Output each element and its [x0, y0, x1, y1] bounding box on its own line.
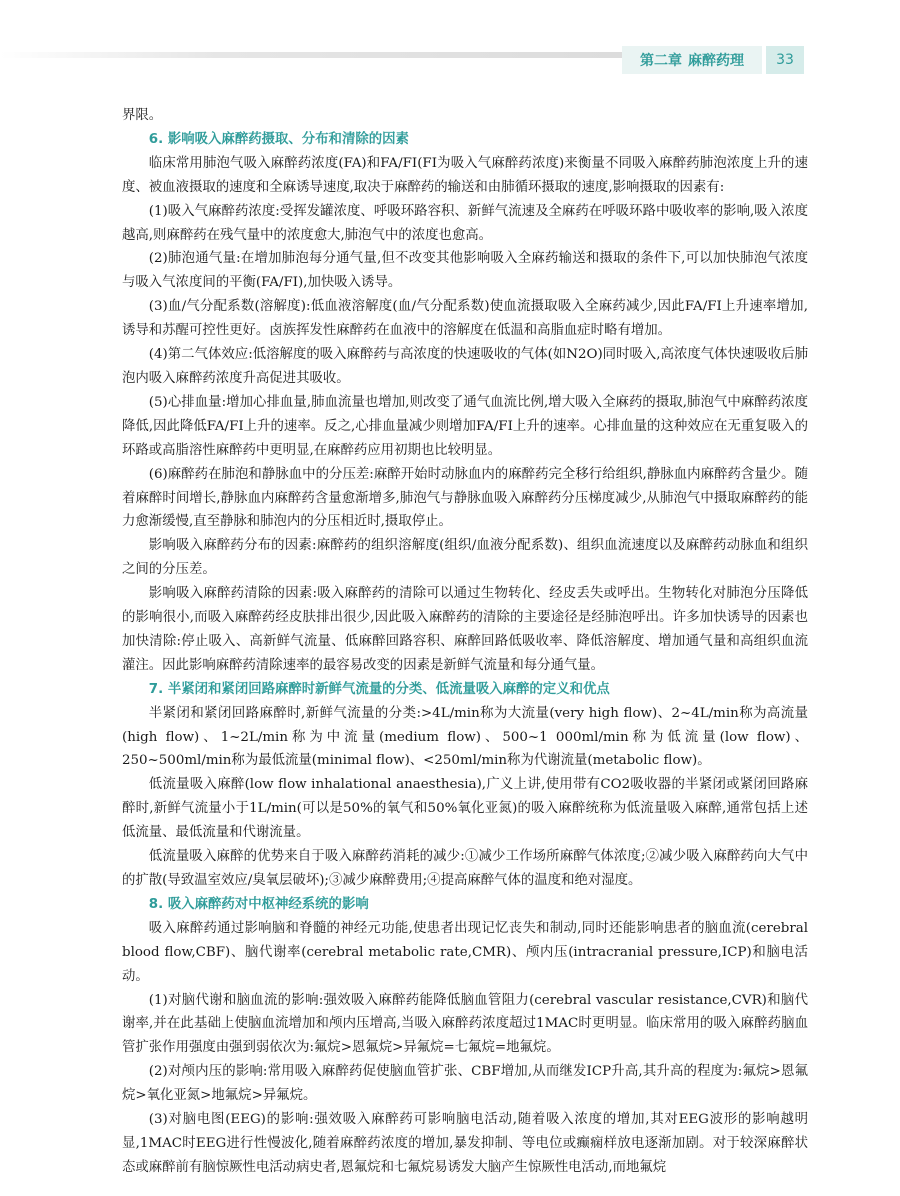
- paragraph: 低流量吸入麻醉(low flow inhalational anaesthesia),广义上讲,使用带有CO2吸收器的半紧闭或紧闭回路麻醉时,新鲜气流量小于1L/min(可以是50%的氧气和50%氧化亚氮)的吸入麻醉统称为低流量吸入麻醉,通常包括上述低流量、最低流量和代谢流量。: [122, 777, 808, 841]
- page-number: 33: [766, 46, 804, 74]
- section-heading: 6. 影响吸入麻醉药摄取、分布和清除的因素: [148, 131, 409, 147]
- paragraph: (2)对颅内压的影响:常用吸入麻醉药促使脑血管扩张、CBF增加,从而继发ICP升高,其升高的程度为:氟烷>恩氟烷>氧化亚氮>地氟烷>异氟烷。: [122, 1064, 808, 1104]
- paragraph: 影响吸入麻醉药分布的因素:麻醉药的组织溶解度(组织/血液分配系数)、组织血流速度以及麻醉药动脉血和组织之间的分压差。: [122, 538, 808, 578]
- paragraph: (1)吸入气麻醉药浓度:受挥发罐浓度、呼吸环路容积、新鲜气流速及全麻药在呼吸环路中吸收率的影响,吸入浓度越高,则麻醉药在残气量中的浓度愈大,肺泡气中的浓度也愈高。: [122, 203, 808, 243]
- paragraph: (3)对脑电图(EEG)的影响:强效吸入麻醉药可影响脑电活动,随着吸入浓度的增加,其对EEG波形的影响越明显,1MAC时EEG进行性慢波化,随着麻醉药浓度的增加,暴发抑制、等电位或癫痫样放电逐渐加剧。对于较深麻醉状态或麻醉前有脑惊厥性电活动病史者,恩氟烷和七氟烷易诱发大脑产生惊厥性电活动,而地氟烷: [122, 1112, 808, 1175]
- running-header: [622, 46, 762, 74]
- paragraph: (1)对脑代谢和脑血流的影响:强效吸入麻醉药能降低脑血管阻力(cerebral vascular resistance,CVR)和脑代谢率,并在此基础上使脑血流增加和颅内压增高,当吸入麻醉药浓度超过1MAC时更明显。临床常用的吸入麻醉药脑血管扩张作用强度由强到弱依次为:氟烷>恩氟烷>异氟烷=七氟烷=地氟烷。: [122, 992, 808, 1056]
- paragraph: 临床常用肺泡气吸入麻醉药浓度(FA)和FA/FI(FI为吸入气麻醉药浓度)来衡量不同吸入麻醉药肺泡浓度上升的速度、被血液摄取的速度和全麻诱导速度,取决于麻醉药的输送和由肺循环摄取的速度,影响摄取的因素有:: [122, 155, 808, 195]
- header-rule: [0, 52, 622, 58]
- paragraph: (3)血/气分配系数(溶解度):低血液溶解度(血/气分配系数)使血流摄取吸入全麻药减少,因此FA/FI上升速率增加,诱导和苏醒可控性更好。卤族挥发性麻醉药在血液中的溶解度在低温和高脂血症时略有增加。: [122, 299, 808, 339]
- paragraph: 吸入麻醉药通过影响脑和脊髓的神经元功能,使患者出现记忆丧失和制动,同时还能影响患者的脑血流(cerebral blood flow,CBF)、脑代谢率(cerebral metabolic rate,CMR)、颅内压(intracranial pressure,ICP)和脑电活动。: [122, 920, 808, 984]
- chapter-title: 麻醉药理: [688, 53, 744, 69]
- paragraph: (5)心排血量:增加心排血量,肺血流量也增加,则改变了通气血流比例,增大吸入全麻药的摄取,肺泡气中麻醉药浓度降低,因此降低FA/FI上升的速率。反之,心排血量减少则增加FA/FI上升的速率。心排血量的这种效应在无重复吸入的环路或高脂溶性麻醉药中更明显,在麻醉药应用初期也比较明显。: [122, 394, 808, 458]
- paragraph: (4)第二气体效应:低溶解度的吸入麻醉药与高浓度的快速吸收的气体(如N2O)同时吸入,高浓度气体快速吸收后肺泡内吸入麻醉药浓度升高促进其吸收。: [122, 347, 808, 386]
- paragraph: 半紧闭和紧闭回路麻醉时,新鲜气流量的分类:>4L/min称为大流量(very high flow)、2~4L/min称为高流量(high flow)、1~2L/min称为中流量(medium flow)、500~1 000ml/min称为低流量(low flow)、250~500ml/min称为最低流量(minimal flow)、<250ml/min称为代谢流量(metabolic flow)。: [122, 705, 808, 769]
- paragraph: 影响吸入麻醉药清除的因素:吸入麻醉药的清除可以通过生物转化、经皮丢失或呼出。生物转化对肺泡分压降低的影响很小,而吸入麻醉药经皮肤排出很少,因此吸入麻醉药的清除的主要途径是经肺泡呼出。许多加快诱导的因素也加快清除:停止吸入、高新鲜气流量、低麻醉回路容积、麻醉回路低吸收率、降低溶解度、增加通气量和高组织血流灌注。因此影响麻醉药清除速率的最容易改变的因素是新鲜气流量和每分通气量。: [122, 586, 808, 673]
- paragraph: (2)肺泡通气量:在增加肺泡每分通气量,但不改变其他影响吸入全麻药输送和摄取的条件下,可以加快肺泡气浓度与吸入气浓度间的平衡(FA/FI),加快吸入诱导。: [122, 251, 808, 291]
- paragraph: 界限。: [122, 108, 163, 123]
- paragraph: (6)麻醉药在肺泡和静脉血中的分压差:麻醉开始时动脉血内的麻醉药完全移行给组织,静脉血内麻醉药含量少。随着麻醉时间增长,静脉血内麻醉药含量愈渐增多,肺泡气与静脉血吸入麻醉药分压梯度减少,从肺泡气中摄取麻醉药的能力愈渐缓慢,直至静脉和肺泡内的分压相近时,摄取停止。: [122, 466, 808, 530]
- page-body: [122, 104, 808, 1180]
- paragraph: 低流量吸入麻醉的优势来自于吸入麻醉药消耗的减少:①减少工作场所麻醉气体浓度;②减少吸入麻醉药向大气中的扩散(导致温室效应/臭氧层破坏);③减少麻醉费用;④提高麻醉气体的温度和绝对湿度。: [122, 849, 808, 888]
- chapter-label: 第二章: [640, 53, 682, 69]
- section-heading: 8. 吸入麻醉药对中枢神经系统的影响: [148, 896, 369, 912]
- section-heading: 7. 半紧闭和紧闭回路麻醉时新鲜气流量的分类、低流量吸入麻醉的定义和优点: [148, 681, 610, 697]
